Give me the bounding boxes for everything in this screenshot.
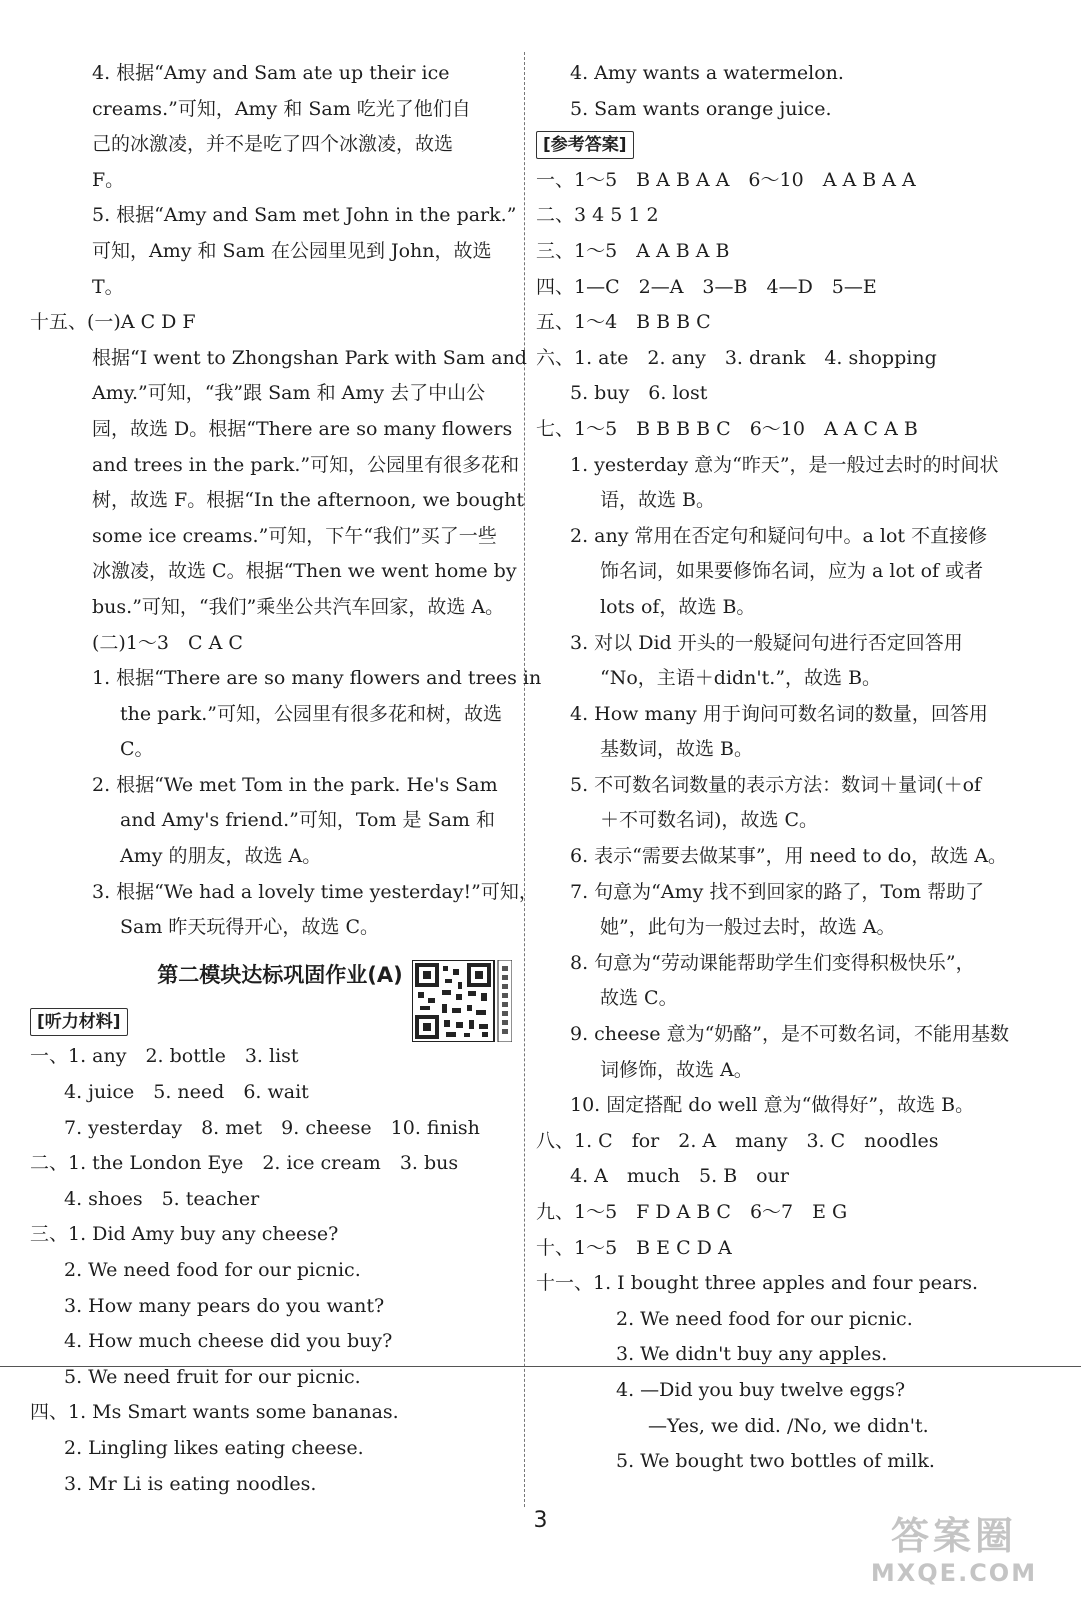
- text-line: 4. —Did you buy twelve eggs?: [616, 1378, 906, 1401]
- text-line: 10. 固定搭配 do well 意为“做得好”，故选 B。: [570, 1094, 975, 1117]
- text-line: 四、1—C 2—A 3—B 4—D 5—E: [536, 275, 877, 298]
- text-line: and trees in the park.”可知，公园里有很多花和: [92, 453, 520, 476]
- text-line: 9. cheese 意为“奶酪”，是不可数名词，不能用基数: [570, 1023, 1009, 1046]
- text-line: 三、1～5 A A B A B: [536, 239, 730, 262]
- text-line: 语，故选 B。: [600, 489, 716, 512]
- text-line: 2. We need food for our picnic.: [616, 1307, 913, 1330]
- text-line: 4. juice 5. need 6. wait: [64, 1081, 309, 1104]
- text-line: 饰名词，如果要修饰名词，应为 a lot of 或者: [600, 560, 984, 583]
- text-line: 故选 C。: [600, 987, 678, 1010]
- text-line: 6. 表示“需要去做某事”，用 need to do，故选 A。: [570, 845, 1008, 868]
- text-line: the park.”可知，公园里有很多花和树，故选: [120, 702, 502, 725]
- text-line: 5. We bought two bottles of milk.: [616, 1450, 935, 1473]
- text-line: 3. We didn't buy any apples.: [616, 1343, 888, 1366]
- text-line: Sam 昨天玩得开心，故选 C。: [120, 916, 379, 939]
- text-line: 十、1～5 B E C D A: [536, 1236, 732, 1259]
- text-line: 4. Amy wants a watermelon.: [570, 62, 844, 84]
- text-line: 5. 根据“Amy and Sam met John in the park.”: [92, 204, 517, 227]
- text-line: 1. 根据“There are so many flowers and trees in: [92, 667, 542, 690]
- text-line: 己的冰激凌，并不是吃了四个冰激凌，故选: [92, 133, 454, 156]
- text-line: 3. Mr Li is eating noodles.: [64, 1472, 317, 1495]
- text-line: 基数词，故选 B。: [600, 738, 754, 761]
- text-line: 二、1. the London Eye 2. ice cream 3. bus: [30, 1152, 459, 1175]
- watermark-logo: 答案圈 MXQE.COM: [870, 1514, 1038, 1587]
- text-line: 十一、1. I bought three apples and four pears.: [536, 1272, 979, 1295]
- text-line: 5. We need fruit for our picnic.: [64, 1365, 361, 1388]
- text-line: ＋不可数名词)，故选 C。: [600, 809, 818, 832]
- text-line: 一、1～5 B A B A A 6～10 A A B A A: [536, 168, 916, 191]
- text-line: creams.”可知，Amy 和 Sam 吃光了他们自: [92, 97, 471, 120]
- text-line: bus.”可知，“我们”乘坐公共汽车回家，故选 A。: [92, 595, 505, 618]
- text-line: 六、1. ate 2. any 3. drank 4. shopping: [536, 346, 937, 369]
- text-line: 可知，Amy 和 Sam 在公园里见到 John，故选: [92, 239, 492, 262]
- page-number: 3: [533, 1508, 548, 1533]
- text-line: 2. any 常用在否定句和疑问句中。a lot 不直接修: [570, 524, 988, 547]
- text-line: 词修饰，故选 A。: [600, 1058, 753, 1081]
- text-line: F。: [92, 168, 125, 191]
- text-line: T。: [92, 275, 124, 298]
- text-line: lots of，故选 B。: [600, 595, 756, 618]
- text-line: Amy 的朋友，故选 A。: [120, 845, 322, 868]
- text-line: 二、3 4 5 1 2: [536, 204, 659, 227]
- text-line: —Yes, we did. /No, we didn't.: [648, 1414, 929, 1437]
- text-line: Amy.”可知，“我”跟 Sam 和 Amy 去了中山公: [92, 382, 486, 405]
- text-line: (二)1～3 C A C: [92, 631, 243, 654]
- left-column: [30, 56, 542, 1502]
- scan-rule-line: [0, 1366, 1081, 1367]
- text-line: “No，主语＋didn't.”，故选 B。: [600, 667, 882, 690]
- text-line: 5. Sam wants orange juice.: [570, 97, 832, 120]
- text-line: 4. A much 5. B our: [570, 1165, 789, 1188]
- text-line: C。: [120, 738, 154, 761]
- text-line: 七、1～5 B B B B C 6～10 A A C A B: [536, 417, 918, 440]
- text-line: 7. 句意为“Amy 找不到回家的路了，Tom 帮助了: [570, 880, 985, 903]
- qr-code-icon: [412, 960, 512, 1042]
- text-line: 1. yesterday 意为“昨天”，是一般过去时的时间状: [570, 453, 999, 476]
- text-line: 7. yesterday 8. met 9. cheese 10. finish: [64, 1116, 480, 1139]
- reference-answer-tag: [参考答案]: [536, 131, 634, 159]
- text-line: 2. 根据“We met Tom in the park. He's Sam: [92, 773, 498, 796]
- text-line: 八、1. C for 2. A many 3. C noodles: [536, 1129, 939, 1152]
- text-line: 2. Lingling likes eating cheese.: [64, 1436, 364, 1459]
- text-line: 十五、(一)A C D F: [30, 311, 196, 334]
- text-line: 8. 句意为“劳动课能帮助学生们变得积极快乐”，: [570, 951, 975, 974]
- text-line: some ice creams.”可知，下午“我们”买了一些: [92, 524, 497, 547]
- text-line: 4. How many 用于询问可数名词的数量，回答用: [570, 702, 988, 725]
- text-line: 根据“I went to Zhongshan Park with Sam and: [92, 346, 527, 369]
- text-line: 3. How many pears do you want?: [64, 1294, 385, 1317]
- text-line: and Amy's friend.”可知，Tom 是 Sam 和: [120, 809, 495, 832]
- text-line: 三、1. Did Amy buy any cheese?: [30, 1223, 339, 1246]
- text-line: 4. How much cheese did you buy?: [64, 1330, 393, 1353]
- right-column: [536, 56, 1046, 1480]
- text-line: 她”，此句为一般过去时，故选 A。: [600, 916, 896, 939]
- text-line: 3. 对以 Did 开头的一般疑问句进行否定回答用: [570, 631, 963, 654]
- section-title: 第二模块达标巩固作业(A): [157, 962, 403, 987]
- text-line: 五、1～4 B B B C: [536, 311, 711, 334]
- text-line: 4. 根据“Amy and Sam ate up their ice: [92, 62, 450, 84]
- text-line: 树，故选 F。根据“In the afternoon, we bought: [92, 489, 525, 512]
- text-line: 一、1. any 2. bottle 3. list: [30, 1045, 299, 1068]
- text-line: 5. 不可数名词数量的表示方法：数词＋量词(＋of: [570, 773, 982, 796]
- text-line: 5. buy 6. lost: [570, 382, 708, 405]
- text-line: 四、1. Ms Smart wants some bananas.: [30, 1401, 399, 1424]
- listening-material-tag: [听力材料]: [30, 1008, 128, 1036]
- text-line: 园，故选 D。根据“There are so many flowers: [92, 417, 513, 440]
- text-line: 冰激凌，故选 C。根据“Then we went home by: [92, 560, 517, 583]
- text-line: 3. 根据“We had a lovely time yesterday!”可知，: [92, 880, 538, 903]
- text-line: 4. shoes 5. teacher: [64, 1187, 260, 1210]
- text-line: 九、1～5 F D A B C 6～7 E G: [536, 1201, 848, 1223]
- text-line: 2. We need food for our picnic.: [64, 1259, 361, 1281]
